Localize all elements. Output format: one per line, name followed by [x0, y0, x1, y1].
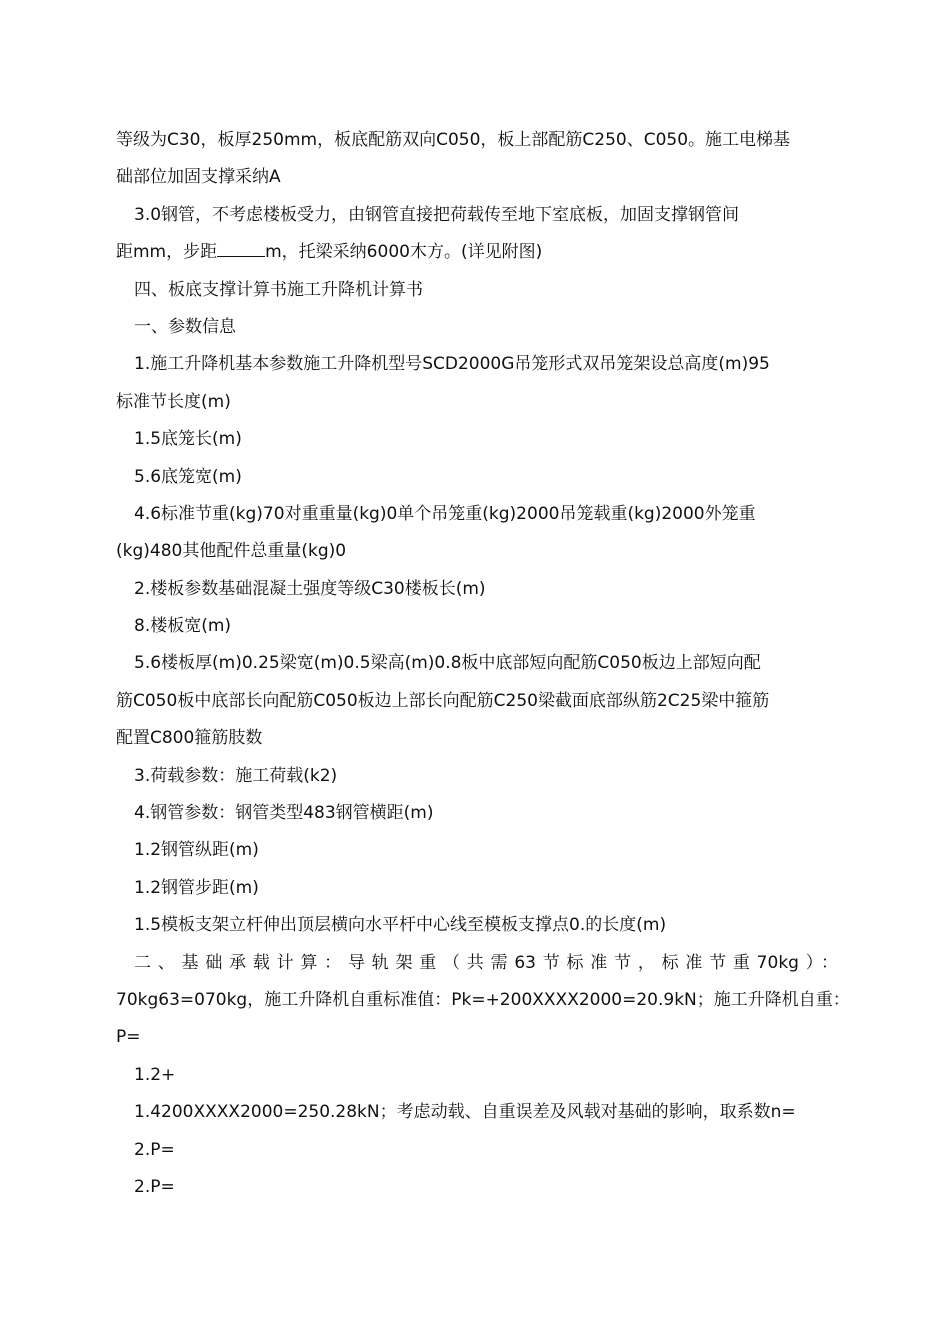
text-line: 5.6楼板厚(m)0.25梁宽(m)0.5梁高(m)0.8板中底部短向配筋C050板边上部短向配 [134, 653, 761, 674]
text-line: 8.楼板宽(m) [134, 616, 232, 637]
text-line: 础部位加固支撑采纳A [116, 167, 281, 188]
section-heading: 二、基础承载计算：导轨架重（共需63节标准节，标准节重70kg）： [134, 952, 838, 973]
text-segment: m，托梁采纳6000木方。(详见附图) [265, 242, 543, 263]
text-line: 2.P= [134, 1139, 175, 1160]
text-line: 配置C800箍筋肢数 [116, 728, 263, 749]
text-line: 4.钢管参数：钢管类型483钢管横距(m) [134, 803, 434, 824]
text-line: 等级为C30，板厚250mm，板底配筋双向C050，板上部配筋C250、C050。施工电梯基 [116, 130, 791, 150]
text-line: P= [116, 1027, 141, 1048]
text-line: 5.6底笼宽(m) [134, 466, 242, 487]
text-line: 1.施工升降机基本参数施工升降机型号SCD2000G吊笼形式双吊笼架设总高度(m)95 [134, 354, 770, 375]
text-line: 1.2+ [134, 1064, 176, 1085]
text-line: 4.6标准节重(kg)70对重重量(kg)0单个吊笼重(kg)2000吊笼载重(kg)2000外笼重 [134, 503, 756, 524]
text-line: (kg)480其他配件总重量(kg)0 [116, 541, 347, 562]
text-line: 标准节长度(m) [116, 391, 231, 412]
text-line: 1.2钢管步距(m) [134, 877, 259, 898]
fill-in-blank [217, 242, 265, 257]
text-line: 2.楼板参数基础混凝土强度等级C30楼板长(m) [134, 578, 486, 599]
text-line: 70kg63=070kg，施工升降机自重标准值：Pk=+200XXXX2000=20.9kN；施工升降机自重： [116, 989, 850, 1010]
text-line: 1.4200XXXX2000=250.28kN；考虑动载、自重误差及风载对基础的影响，取系数n= [134, 1102, 796, 1123]
text-line: 3.0钢管，不考虑楼板受力，由钢管直接把荷载传至地下室底板，加固支撑钢管间 [134, 204, 740, 225]
text-line: 2.P= [134, 1176, 175, 1197]
section-heading: 四、板底支撑计算书施工升降机计算书 [134, 279, 423, 300]
text-line [116, 234, 838, 271]
section-heading: 一、参数信息 [134, 316, 236, 337]
text-line: 1.2钢管纵距(m) [134, 840, 259, 861]
text-line: 1.5模板支架立杆伸出顶层横向水平杆中心线至模板支撑点0.的长度(m) [134, 915, 667, 936]
text-line: 筋C050板中底部长向配筋C050板边上部长向配筋C250梁截面底部纵筋2C25梁中箍筋 [116, 690, 770, 711]
text-line: 1.5底笼长(m) [134, 429, 242, 450]
text-line: 3.荷载参数：施工荷载(k2) [134, 765, 338, 786]
text-segment: 距mm，步距 [116, 242, 218, 263]
document-body [116, 122, 850, 1206]
